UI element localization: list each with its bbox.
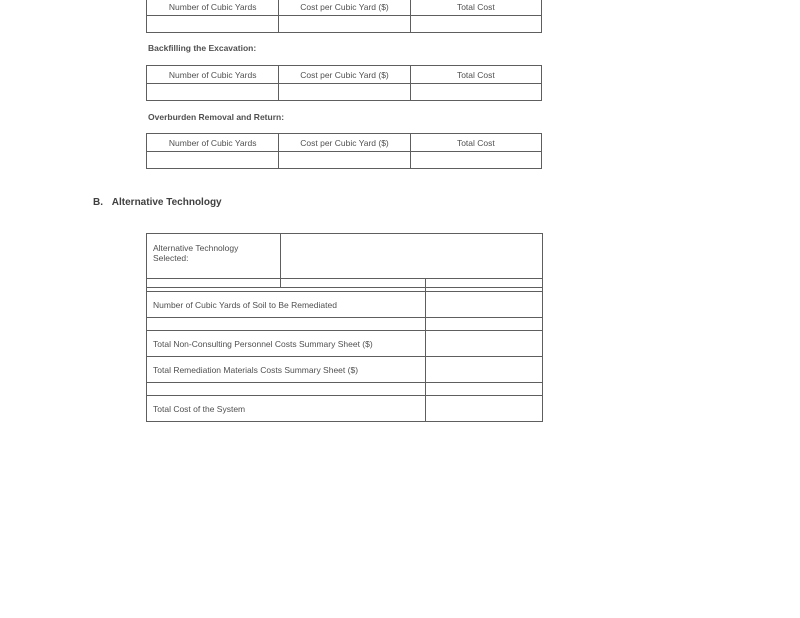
- overburden-label: Overburden Removal and Return:: [148, 112, 285, 122]
- materials-costs-label: Total Remediation Materials Costs Summary Sheet ($): [147, 357, 426, 383]
- alt-tech-cost-table: [146, 278, 543, 422]
- cost-per-yard-cell[interactable]: [279, 152, 410, 169]
- spacer-row: [147, 318, 426, 331]
- header-total-cost: Total Cost: [410, 0, 541, 16]
- total-cost-cell[interactable]: [410, 84, 541, 101]
- cubic-yards-cell[interactable]: [147, 84, 279, 101]
- section-b-heading: [93, 197, 222, 208]
- system-cost-value[interactable]: [426, 396, 543, 422]
- backfilling-cost-table: [146, 65, 542, 101]
- spacer-row: [147, 279, 426, 292]
- soil-volume-value[interactable]: [426, 292, 543, 318]
- section-b-title: Alternative Technology: [111, 197, 222, 208]
- header-cubic-yards: Number of Cubic Yards: [147, 66, 279, 84]
- personnel-costs-label: Total Non-Consulting Personnel Costs Summary Sheet ($): [147, 331, 426, 357]
- excavation-cost-table: [146, 0, 542, 33]
- header-cubic-yards: Number of Cubic Yards: [147, 134, 279, 152]
- spacer-value: [426, 279, 543, 292]
- cost-per-yard-cell[interactable]: [279, 84, 410, 101]
- personnel-costs-value[interactable]: [426, 331, 543, 357]
- header-cost-per-yard: Cost per Cubic Yard ($): [279, 0, 410, 16]
- total-cost-cell[interactable]: [410, 152, 541, 169]
- alt-tech-label-line2: Selected:: [153, 253, 189, 263]
- materials-costs-value[interactable]: [426, 357, 543, 383]
- total-cost-cell[interactable]: [410, 16, 541, 33]
- cost-per-yard-cell[interactable]: [279, 16, 410, 33]
- cubic-yards-cell[interactable]: [147, 152, 279, 169]
- spacer-row: [147, 383, 426, 396]
- system-cost-label: Total Cost of the System: [147, 396, 426, 422]
- header-total-cost: Total Cost: [410, 66, 541, 84]
- header-cost-per-yard: Cost per Cubic Yard ($): [279, 66, 410, 84]
- spacer-value: [426, 318, 543, 331]
- cubic-yards-cell[interactable]: [147, 16, 279, 33]
- header-cubic-yards: Number of Cubic Yards: [147, 0, 279, 16]
- alt-tech-label-line1: Alternative Technology: [153, 243, 239, 253]
- overburden-cost-table: [146, 133, 542, 169]
- backfilling-label: Backfilling the Excavation:: [148, 43, 257, 53]
- spacer-value: [426, 383, 543, 396]
- section-b-letter: B.: [93, 197, 103, 208]
- soil-volume-label: Number of Cubic Yards of Soil to Be Remediated: [147, 292, 426, 318]
- header-cost-per-yard: Cost per Cubic Yard ($): [279, 134, 410, 152]
- header-total-cost: Total Cost: [410, 134, 541, 152]
